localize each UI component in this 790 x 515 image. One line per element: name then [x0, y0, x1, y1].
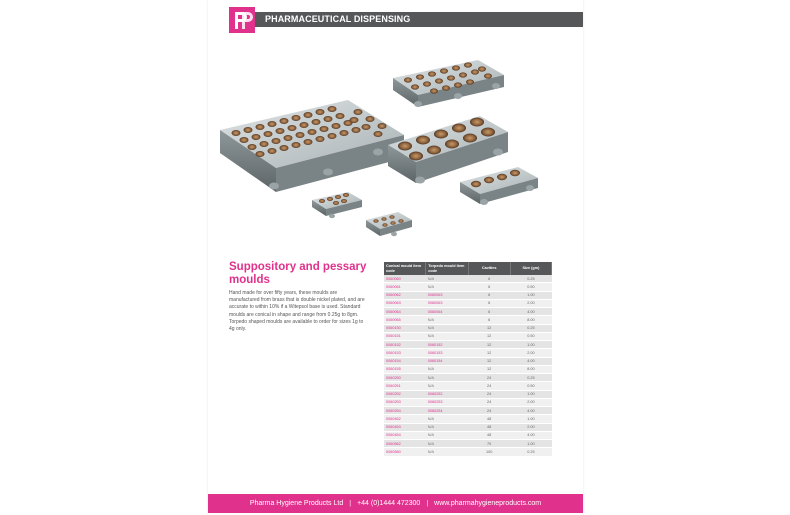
- section-body: Hand made for over fifty years, these moulds are manufactured from brass that is double nickel plated, and are accurate to within 10% if a Witepsol base is used. Standard moulds are conical in shape and range from 0.25g to 8gm. Torpedo shaped moulds are available to order for sizes 1g to 4g only.: [229, 290, 365, 333]
- mould-6-cavity-right: [460, 167, 538, 205]
- cell-cavities: 12: [468, 349, 510, 357]
- footer-phone: +44 (0)1444 472300: [357, 500, 421, 507]
- footer-separator: |: [349, 500, 352, 507]
- cell-conical-code: 0060154: [384, 357, 426, 365]
- cell-cavities: 24: [468, 382, 510, 390]
- table-row: [384, 283, 552, 291]
- mould-medium-top: [393, 60, 504, 107]
- cell-torpedo-code: N/A: [426, 316, 468, 324]
- cell-cavities: 12: [468, 357, 510, 365]
- table-row: [384, 299, 552, 307]
- col-header-conical: Conical mould item code: [384, 262, 426, 275]
- cell-torpedo-code: N/A: [426, 440, 468, 448]
- table-row: [384, 308, 552, 316]
- table-row: [384, 332, 552, 340]
- table-row: [384, 398, 552, 406]
- table-row: [384, 349, 552, 357]
- cell-conical-code: 0060251: [384, 382, 426, 390]
- cell-size: 0.50: [510, 382, 551, 390]
- cell-conical-code: 0060452: [384, 415, 426, 423]
- cell-size: 4.00: [510, 357, 551, 365]
- pp-logo-icon: [229, 7, 255, 33]
- cell-cavities: 24: [468, 390, 510, 398]
- table-row: [384, 291, 552, 299]
- cell-cavities: 48: [468, 431, 510, 439]
- col-header-size: Size (gm): [510, 262, 551, 275]
- footer-separator: |: [426, 500, 429, 507]
- cell-torpedo-code: 0060154: [426, 357, 468, 365]
- table-row: [384, 316, 552, 324]
- product-photo-suppository-moulds: [208, 40, 583, 245]
- cell-conical-code: 0060453: [384, 423, 426, 431]
- mould-table: [384, 262, 552, 457]
- mould-small-left: [312, 192, 362, 218]
- cell-conical-code: 0060060: [384, 275, 426, 283]
- cell-conical-code: 0060253: [384, 398, 426, 406]
- cell-size: 4.00: [510, 407, 551, 415]
- cell-torpedo-code: N/A: [426, 448, 468, 456]
- cell-cavities: 48: [468, 423, 510, 431]
- cell-torpedo-code: 0060063: [426, 291, 468, 299]
- col-header-cavities: Cavities: [468, 262, 510, 275]
- cell-torpedo-code: 0060253: [426, 398, 468, 406]
- cell-conical-code: 0060454: [384, 431, 426, 439]
- header-title: PHARMACEUTICAL DISPENSING: [265, 14, 411, 24]
- cell-conical-code: 0060063: [384, 299, 426, 307]
- cell-size: 8.00: [510, 365, 551, 373]
- cell-size: 2.00: [510, 423, 551, 431]
- mould-small-bottom: [366, 212, 412, 236]
- cell-conical-code: 0060151: [384, 332, 426, 340]
- cell-cavities: 6: [468, 316, 510, 324]
- table-row: [384, 440, 552, 448]
- cell-size: 8.00: [510, 316, 551, 324]
- cell-size: 1.00: [510, 390, 551, 398]
- cell-size: 4.00: [510, 308, 551, 316]
- table-body: [384, 275, 552, 456]
- cell-conical-code: 0060065: [384, 316, 426, 324]
- cell-size: 1.00: [510, 341, 551, 349]
- cell-torpedo-code: N/A: [426, 324, 468, 332]
- col-header-torpedo: Torpedo mould item code: [426, 262, 468, 275]
- cell-torpedo-code: 0060153: [426, 349, 468, 357]
- footer-website-link[interactable]: www.pharmahygieneproducts.com: [434, 500, 542, 507]
- cell-cavities: 12: [468, 324, 510, 332]
- cell-cavities: 70: [468, 440, 510, 448]
- cell-conical-code: 0060152: [384, 341, 426, 349]
- cell-torpedo-code: N/A: [426, 423, 468, 431]
- cell-cavities: 6: [468, 308, 510, 316]
- mould-12-cavity: [388, 116, 508, 184]
- table-row: [384, 448, 552, 456]
- cell-conical-code: 0060061: [384, 283, 426, 291]
- cell-conical-code: 0060153: [384, 349, 426, 357]
- cell-torpedo-code: N/A: [426, 332, 468, 340]
- table-row: [384, 357, 552, 365]
- table-row: [384, 423, 552, 431]
- cell-size: 1.00: [510, 415, 551, 423]
- cell-conical-code: 0060062: [384, 291, 426, 299]
- cell-conical-code: 0060064: [384, 308, 426, 316]
- footer-bar: [208, 494, 583, 513]
- mould-large: [220, 100, 404, 192]
- cell-size: 1.00: [510, 440, 551, 448]
- table-row: [384, 324, 552, 332]
- cell-torpedo-code: 0060152: [426, 341, 468, 349]
- cell-torpedo-code: N/A: [426, 365, 468, 373]
- section-title: Suppository and pessary moulds: [229, 261, 367, 286]
- cell-size: 2.00: [510, 349, 551, 357]
- brochure-page: [208, 0, 583, 515]
- cell-size: 1.00: [510, 291, 551, 299]
- cell-cavities: 24: [468, 407, 510, 415]
- cell-conical-code: 0060250: [384, 374, 426, 382]
- cell-torpedo-code: 0060064: [426, 308, 468, 316]
- cell-torpedo-code: 0060063: [426, 299, 468, 307]
- table-header-row: [384, 262, 552, 275]
- cell-torpedo-code: N/A: [426, 374, 468, 382]
- cell-size: 0.50: [510, 332, 551, 340]
- table-row: [384, 431, 552, 439]
- cell-cavities: 6: [468, 291, 510, 299]
- cell-cavities: 100: [468, 448, 510, 456]
- cell-cavities: 12: [468, 365, 510, 373]
- cell-size: 0.25: [510, 448, 551, 456]
- cell-torpedo-code: N/A: [426, 431, 468, 439]
- table-row: [384, 407, 552, 415]
- cell-conical-code: 0060150: [384, 324, 426, 332]
- cell-conical-code: 0060580: [384, 448, 426, 456]
- table-row: [384, 415, 552, 423]
- cell-torpedo-code: N/A: [426, 382, 468, 390]
- cell-cavities: 24: [468, 374, 510, 382]
- footer-company: Pharma Hygiene Products Ltd: [249, 500, 344, 507]
- cell-torpedo-code: N/A: [426, 415, 468, 423]
- cell-torpedo-code: N/A: [426, 275, 468, 283]
- table-row: [384, 374, 552, 382]
- cell-conical-code: 0060254: [384, 407, 426, 415]
- cell-conical-code: 0060252: [384, 390, 426, 398]
- cell-cavities: 6: [468, 299, 510, 307]
- table-row: [384, 275, 552, 283]
- cell-size: 0.25: [510, 324, 551, 332]
- cell-cavities: 6: [468, 275, 510, 283]
- table-row: [384, 390, 552, 398]
- cell-size: 2.00: [510, 299, 551, 307]
- table-row: [384, 365, 552, 373]
- cell-conical-code: 0060155: [384, 365, 426, 373]
- cell-conical-code: 0060562: [384, 440, 426, 448]
- cell-size: 0.25: [510, 374, 551, 382]
- table-row: [384, 382, 552, 390]
- cell-size: 4.00: [510, 431, 551, 439]
- header-bar: [232, 12, 583, 27]
- cell-torpedo-code: 0060254: [426, 407, 468, 415]
- cell-cavities: 6: [468, 283, 510, 291]
- cell-cavities: 48: [468, 415, 510, 423]
- cell-torpedo-code: 0060252: [426, 390, 468, 398]
- cell-cavities: 24: [468, 398, 510, 406]
- cell-cavities: 12: [468, 332, 510, 340]
- cell-size: 0.50: [510, 283, 551, 291]
- cell-size: 0.25: [510, 275, 551, 283]
- cell-size: 2.00: [510, 398, 551, 406]
- cell-torpedo-code: N/A: [426, 283, 468, 291]
- cell-cavities: 12: [468, 341, 510, 349]
- table-row: [384, 341, 552, 349]
